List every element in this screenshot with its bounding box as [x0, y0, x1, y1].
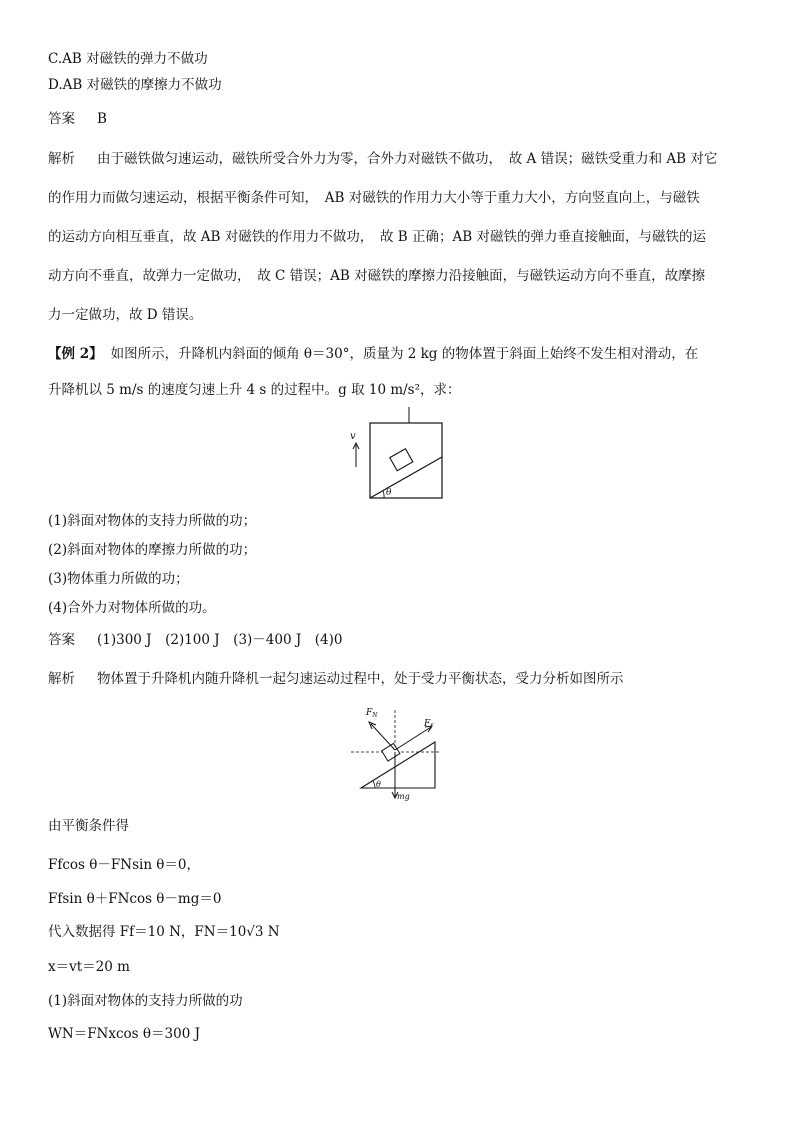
answer-value: B — [97, 111, 107, 127]
question-4: (4)合外力对物体所做的功。 — [48, 600, 216, 616]
gravity-label: mg — [397, 792, 410, 801]
option-c: C.AB 对磁铁的弹力不做功 — [48, 51, 208, 67]
answer-2 — [48, 631, 343, 649]
part-1-heading: (1)斜面对物体的支持力所做的功 — [48, 993, 243, 1009]
answer-value: (1)300 J (2)100 J (3)－400 J (4)0 — [97, 632, 343, 648]
theta-label: θ — [376, 780, 381, 789]
equilibrium-intro: 由平衡条件得 — [48, 818, 129, 834]
example-2-line-1 — [48, 345, 698, 363]
question-1: (1)斜面对物体的支持力所做的功； — [48, 513, 257, 529]
force-diagram — [345, 700, 455, 812]
analysis-2 — [48, 670, 624, 688]
theta-label: θ — [386, 488, 392, 498]
question-2: (2)斜面对物体的摩擦力所做的功； — [48, 542, 257, 558]
answer-label: 答案 — [48, 111, 75, 127]
answer-label: 答案 — [48, 632, 75, 648]
analysis-1-line-3: 的运动方向相互垂直，故 AB 对磁铁的作用力不做功， 故 B 正确；AB 对磁铁的弹力垂直接触面，与磁铁的运 — [48, 229, 706, 245]
equation-2: Ffsin θ＋FNcos θ－mg＝0 — [48, 891, 222, 907]
friction-force-label: $F_f$ — [424, 719, 433, 730]
normal-force-label: $F_N$ — [366, 708, 378, 719]
velocity-label: v — [350, 431, 356, 442]
work-normal-force: WN＝FNxcos θ＝300 J — [48, 1026, 200, 1042]
option-d: D.AB 对磁铁的摩擦力不做功 — [48, 77, 222, 93]
displacement-line: x＝vt＝20 m — [48, 959, 130, 975]
question-3: (3)物体重力所做的功； — [48, 571, 189, 587]
example-tag: 【例 2】 — [48, 346, 103, 362]
analysis-label: 解析 — [48, 671, 75, 687]
example-text: 如图所示，升降机内斜面的倾角 θ＝30°，质量为 2 kg 的物体置于斜面上始终不发生相对滑动，在 — [110, 346, 699, 362]
analysis-1-line-1 — [48, 150, 717, 168]
equation-1: Ffcos θ－FNsin θ＝0， — [48, 857, 201, 873]
substitution-line: 代入数据得 Ff＝10 N，FN＝10√3 N — [48, 924, 280, 940]
analysis-1-line-2: 的作用力而做匀速运动，根据平衡条件可知， AB 对磁铁的作用力大小等于重力大小，方向竖直向上，与磁铁 — [48, 190, 700, 206]
analysis-text: 物体置于升降机内随升降机一起匀速运动过程中，处于受力平衡状态，受力分析如图所示 — [97, 671, 624, 687]
analysis-1-line-5: 力一定做功，故 D 错误。 — [48, 307, 203, 323]
elevator-figure — [340, 405, 450, 509]
analysis-text: 由于磁铁做匀速运动，磁铁所受合外力为零，合外力对磁铁不做功， 故 A 错误；磁铁受重力和 AB 对它 — [97, 151, 718, 167]
analysis-label: 解析 — [48, 151, 75, 167]
analysis-1-line-4: 动方向不垂直，故弹力一定做功， 故 C 错误；AB 对磁铁的摩擦力沿接触面，与磁铁运动方向不垂直，故摩擦 — [48, 268, 706, 284]
answer-1 — [48, 110, 107, 128]
example-2-line-2: 升降机以 5 m/s 的速度匀速上升 4 s 的过程中。g 取 10 m/s²，求： — [48, 382, 461, 398]
